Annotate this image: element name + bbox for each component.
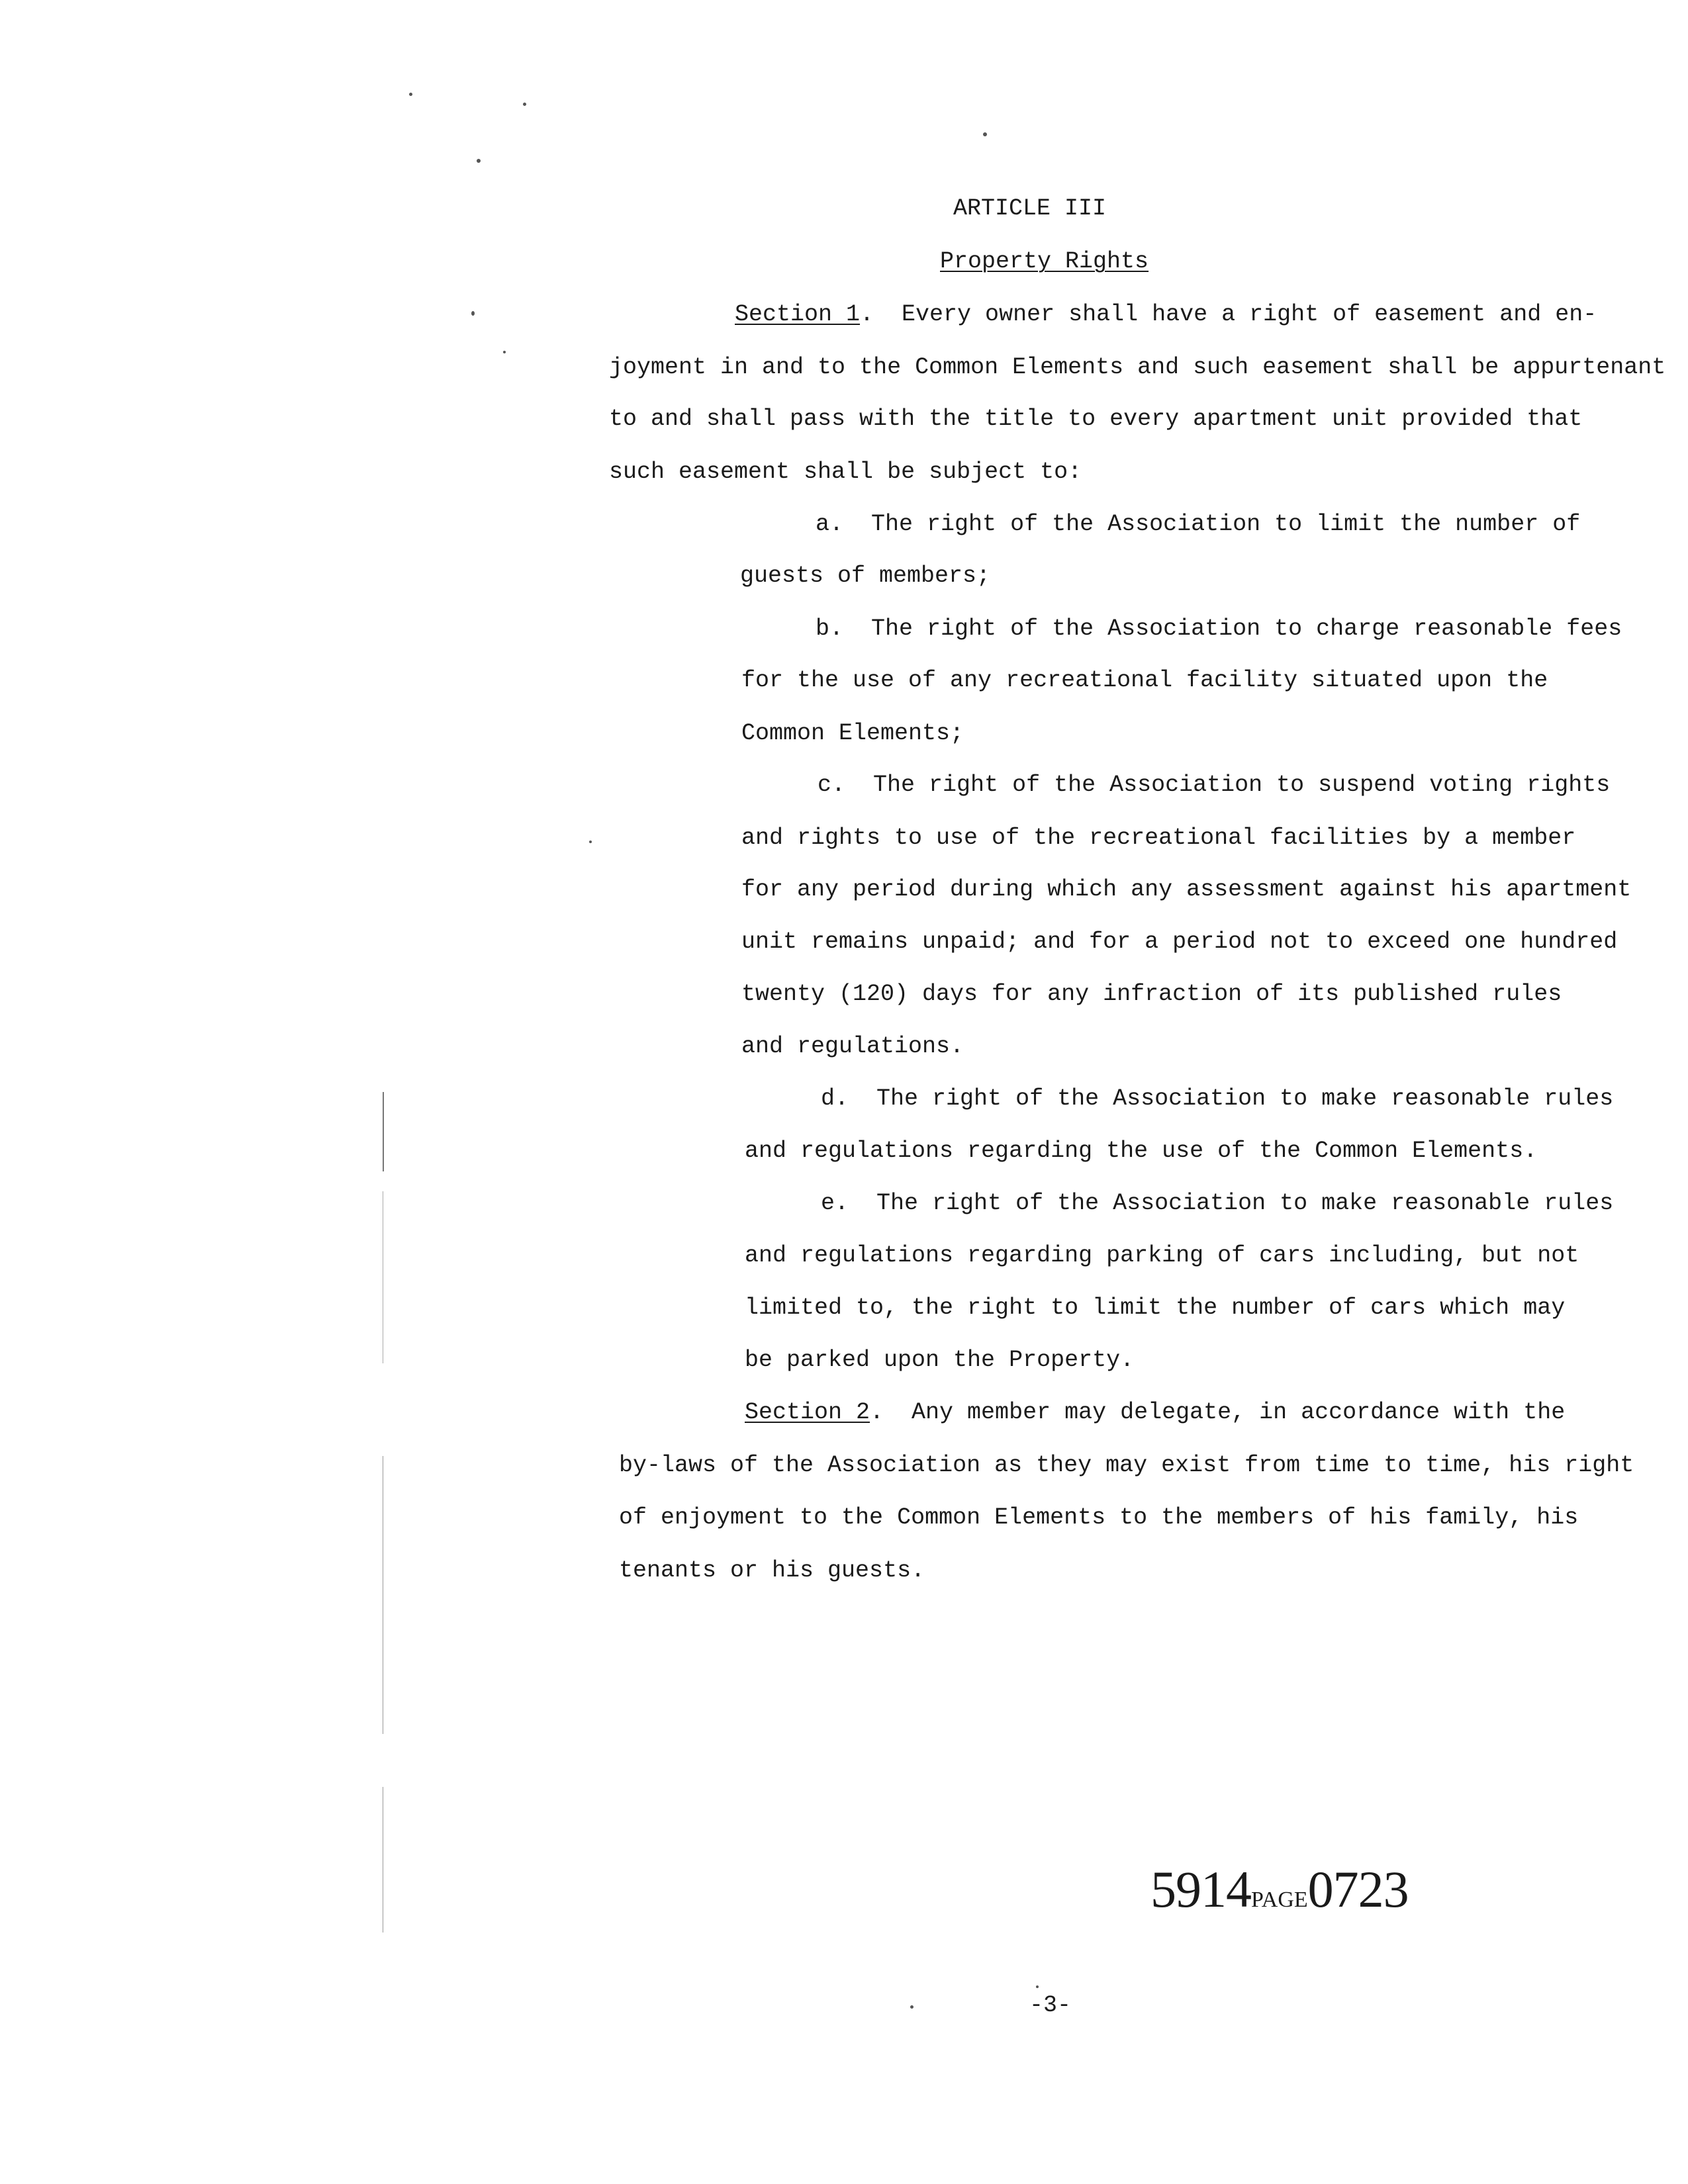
item-e-line: be parked upon the Property.	[745, 1347, 1135, 1373]
item-c-text: The right of the Association to suspend voting rights	[873, 772, 1611, 798]
section-2-line: by-laws of the Association as they may exist from time to time, his right	[619, 1452, 1634, 1479]
section-2-line: tenants or his guests.	[619, 1557, 925, 1584]
item-e-text: The right of the Association to make reasonable rules	[876, 1190, 1614, 1216]
scan-speck	[477, 159, 481, 163]
item-c-line: twenty (120) days for any infraction of its published rules	[741, 981, 1562, 1007]
section-1-line: such easement shall be subject to:	[609, 459, 1082, 485]
item-b-line: for the use of any recreational facility situated upon the	[741, 667, 1548, 694]
page-word: PAGE	[1251, 1888, 1308, 1912]
scan-speck	[589, 841, 592, 843]
book-page-stamp	[1150, 1860, 1409, 1919]
item-c-letter: c.	[818, 772, 846, 798]
section-1-text: . Every owner shall have a right of easement and en-	[860, 301, 1597, 328]
item-d-text: The right of the Association to make reasonable rules	[876, 1085, 1614, 1112]
item-b-text: The right of the Association to charge reasonable fees	[871, 615, 1622, 642]
item-c-line: and rights to use of the recreational facilities by a member	[741, 825, 1576, 851]
item-b-letter: b.	[816, 615, 844, 642]
scan-speck	[523, 103, 526, 106]
page-number: -3-	[1029, 1992, 1072, 2019]
recorded-page-number: 0723	[1307, 1860, 1409, 1918]
article-heading: ARTICLE III	[953, 195, 1107, 222]
section-1-label: Section 1	[735, 301, 861, 328]
item-e-letter: e.	[821, 1190, 849, 1216]
item-d-line: and regulations regarding the use of the Common Elements.	[745, 1138, 1538, 1164]
item-d-first-line	[821, 1085, 1613, 1112]
item-b-first-line	[816, 615, 1622, 642]
section-2-line: of enjoyment to the Common Elements to the members of his family, his	[619, 1504, 1579, 1531]
item-a-text: The right of the Association to limit the number of	[871, 511, 1581, 537]
item-b-line: Common Elements;	[741, 720, 964, 747]
scan-speck	[409, 93, 412, 96]
scan-speck	[503, 351, 506, 353]
item-e-line: limited to, the right to limit the number of cars which may	[745, 1295, 1566, 1321]
book-number: 5914	[1150, 1860, 1251, 1918]
article-title: Property Rights	[940, 248, 1149, 275]
item-e-line: and regulations regarding parking of cars including, but not	[745, 1242, 1579, 1269]
section-1-line: to and shall pass with the title to every apartment unit provided that	[609, 406, 1583, 432]
item-c-line: for any period during which any assessment against his apartment	[741, 876, 1632, 903]
scan-speck	[471, 311, 475, 316]
section-1-first-line	[735, 301, 1597, 328]
scan-speck	[983, 132, 987, 136]
item-a-first-line	[816, 511, 1580, 537]
section-2-first-line	[745, 1399, 1565, 1426]
section-2-text: . Any member may delegate, in accordance with the	[870, 1399, 1566, 1426]
section-2-label: Section 2	[745, 1399, 870, 1426]
scan-speck	[910, 2005, 914, 2009]
item-c-line: unit remains unpaid; and for a period not to exceed one hundred	[741, 929, 1618, 955]
scan-artifact-line	[383, 1092, 384, 1171]
section-1-line: joyment in and to the Common Elements and such easement shall be appurtenant	[609, 354, 1666, 381]
scan-speck	[1036, 1985, 1039, 1988]
item-a-line: guests of members;	[740, 563, 991, 589]
item-c-first-line	[818, 772, 1610, 798]
item-e-first-line	[821, 1190, 1613, 1216]
item-d-letter: d.	[821, 1085, 849, 1112]
item-c-line: and regulations.	[741, 1033, 964, 1060]
item-a-letter: a.	[816, 511, 844, 537]
